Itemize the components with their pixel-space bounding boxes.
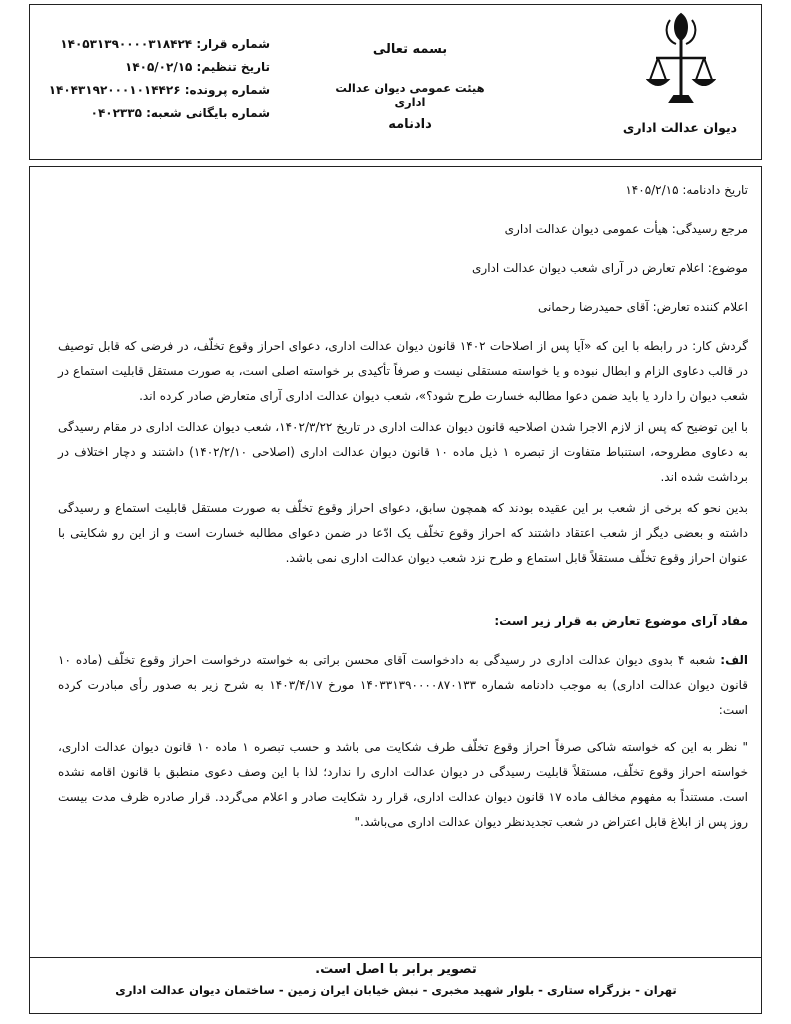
header-titles — [330, 42, 490, 132]
reviewing-authority: مرجع رسیدگی: هیأت عمومی دیوان عدالت اداری — [504, 222, 748, 236]
footer — [60, 962, 732, 997]
verdict-alef-text: شعبه ۴ بدوی دیوان عدالت اداری در رسیدگی به دادخواست آقای محسن براتی به خواسته درخواست احراز وقوع تخلّف (ماده ۱۰ قانون دیوان عدالت اداری) به موجب دادنامه شماره ۱۴۰۳۳۱۳۹۰۰۰۰۸۷۰۱۳۳ مورخ ۱۴۰۳/۴/۱۷ به شرح زیر به صدور رأی مبادرت کرده است: — [58, 653, 749, 717]
decision-title: دادنامه — [388, 117, 432, 132]
subject: موضوع: اعلام تعارض در آرای شعب دیوان عدالت اداری — [472, 261, 748, 275]
ref-case-number: شماره پرونده: ۱۴۰۴۳۱۹۲۰۰۰۱۰۱۴۴۲۶ — [48, 83, 270, 97]
court-board-title: هیئت عمومی دیوان عدالت اداری — [335, 81, 485, 109]
conflict-reporter: اعلام کننده تعارض: آقای حمیدرضا رحمانی — [537, 300, 748, 314]
ref-issue-date: تاریخ تنظیم: ۱۴۰۵/۰۲/۱۵ — [125, 60, 270, 74]
footer-divider — [29, 957, 762, 958]
verdict-quote: " نظر به این که خواسته شاکی صرفاً احراز وقوع تخلّف طرف شکایت می باشد و حسب تبصره ۱ ماده ۱۰ قانون دیوان عدالت اداری، خواسته احراز وقوع تخلّف، مستقلاً قابلیت رسیدگی در دیوان عدالت اداری را ندارد؛ لذا با این وصف دعوی منطبق با قانون اقامه نشده است. مستنداً به مفهوم مخالف ماده ۱۷ قانون دیوان عدالت اداری، قرار رد شکایت صادر و اعلام می‌گردد. قرار صادره ظرف مدت بیست روز پس از ابلاغ قابل اعتراض در شعب تجدیدنظر دیوان عدالت اداری می‌باشد." — [58, 740, 748, 829]
decision-body — [58, 178, 748, 835]
verdict-alef-label: الف: — [720, 653, 748, 667]
decision-date: تاریخ دادنامه: ۱۴۰۵/۲/۱۵ — [625, 183, 748, 197]
certified-copy-note: تصویر برابر با اصل است. — [315, 962, 477, 977]
verdicts-heading: مفاد آرای موضوع تعارض به قرار زیر است: — [494, 614, 748, 628]
paragraph-branches: بدین نحو که برخی از شعب بر این عقیده بودند که همچون سابق، دعوای احراز وقوع تخلّف به صورت مستقل قابلیت استماع و رسیدگی داشته و بعضی دیگر از شعب اعتقاد داشتند که احراز وقوع تخلّف یک ادّعا در ضمن دعوای مطالبه خسارت است و از این رو شکایتی با عنوان احراز وقوع تخلّف مستقلاً قابل استماع و طرح نزد شعب دیوان عدالت اداری نمی باشد. — [58, 501, 748, 565]
paragraph-workflow: گردش کار: در رابطه با این که «آیا پس از اصلاحات ۱۴۰۲ قانون دیوان عدالت اداری، دعوای احراز وقوع تخلّف، در فرضی که قابل توصیف در قالب دعاوی الزام و ابطال نبوده و یا خواسته مستقلی نیست و صرفاً تأکیدی بر خواسته اصلی است، به صورت مستقل قابلیت استماع در شعب دیوان را دارد یا باید ضمن دعوا مطالبه خسارت طرح شود؟»، شعب دیوان عدالت اداری آرای متعارض صادر کرده اند. — [58, 339, 748, 403]
ref-decision-number: شماره قرار: ۱۴۰۵۳۱۳۹۰۰۰۰۳۱۸۴۲۴ — [60, 37, 270, 51]
organization-name: دیوان عدالت اداری — [622, 120, 738, 135]
reference-numbers — [48, 33, 270, 125]
scales-of-justice-emblem-icon — [646, 10, 716, 108]
verdict-alef — [58, 648, 748, 723]
besmellah: بسمه تعالی — [372, 42, 448, 57]
court-address: تهران - بزرگراه ستاری - بلوار شهید مخبری - نبش خیابان ایران زمین - ساختمان دیوان عدالت اداری — [115, 983, 677, 997]
paragraph-explanation: با این توضیح که پس از لازم الاجرا شدن اصلاحیه قانون دیوان عدالت اداری در تاریخ ۱۴۰۲/۳/۲۲، شعب دیوان عدالت اداری در مقام رسیدگی به دعاوی مطروحه، استنباط متفاوت از تبصره ۱ ذیل ماده ۱۰ قانون دیوان عدالت اداری (اصلاحی ۱۴۰۲/۲/۱۰) داشتند و دچار اختلاف در برداشت شده اند. — [58, 420, 749, 484]
ref-archive-number: شماره بایگانی شعبه: ۰۴۰۲۳۳۵ — [90, 106, 270, 120]
